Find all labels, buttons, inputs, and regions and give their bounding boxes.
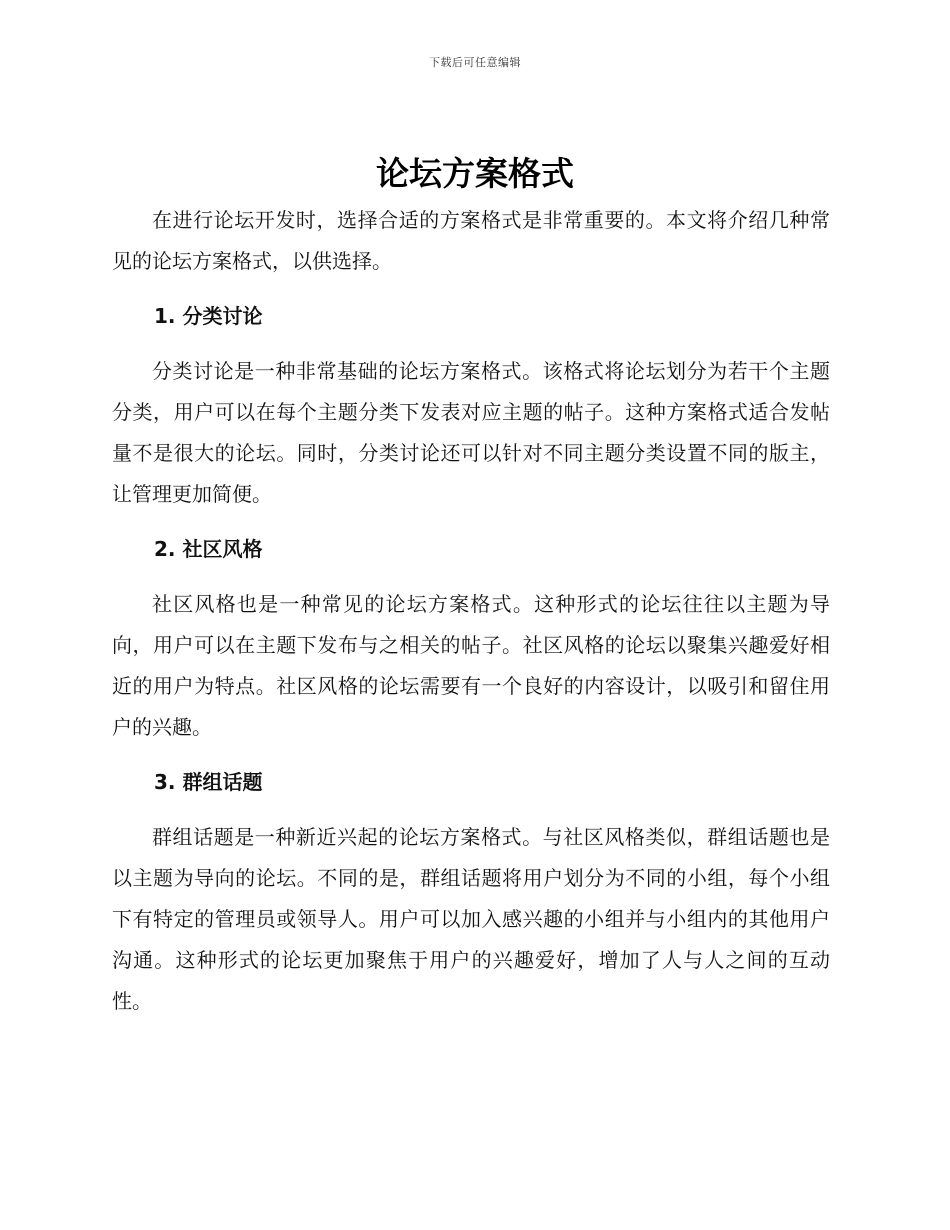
spacer [112,282,830,296]
section-heading-1: 1. 分类讨论 [154,304,263,328]
section-body-1: 分类讨论是一种非常基础的论坛方案格式。该格式将论坛划分为若干个主题分类，用户可以在每个主题分类下发表对应主题的帖子。这种方案格式适合发帖量不是很大的论坛。同时，分类讨论还可以针对不同主题分类设置不同的版主，让管理更加简便。 [112,359,830,506]
header-note: 下载后可任意编辑 [429,56,521,69]
section-body-2: 社区风格也是一种常见的论坛方案格式。这种形式的论坛往往以主题为导向，用户可以在主题下发布与之相关的帖子。社区风格的论坛以聚集兴趣爱好相近的用户为特点。社区风格的论坛需要有一个良好的内容设计，以吸引和留住用户的兴趣。 [112,592,830,739]
spacer [112,337,830,351]
section-heading-3: 3. 群组话题 [154,770,263,794]
spacer [112,570,830,584]
intro-paragraph: 在进行论坛开发时，选择合适的方案格式是非常重要的。本文将介绍几种常见的论坛方案格式，以供选择。 [112,208,830,273]
page-title: 论坛方案格式 [376,154,574,193]
spacer [112,748,830,762]
section-body-3: 群组话题是一种新近兴起的论坛方案格式。与社区风格类似，群组话题也是以主题为导向的论坛。不同的是，群组话题将用户划分为不同的小组，每个小组下有特定的管理员或领导人。用户可以加入感兴趣的小组并与小组内的其他用户沟通。这种形式的论坛更加聚焦于用户的兴趣爱好，增加了人与人之间的互动性。 [112,825,830,1013]
section-heading-2: 2. 社区风格 [154,537,263,561]
document-body [112,200,830,1022]
spacer [112,803,830,817]
spacer [112,515,830,529]
